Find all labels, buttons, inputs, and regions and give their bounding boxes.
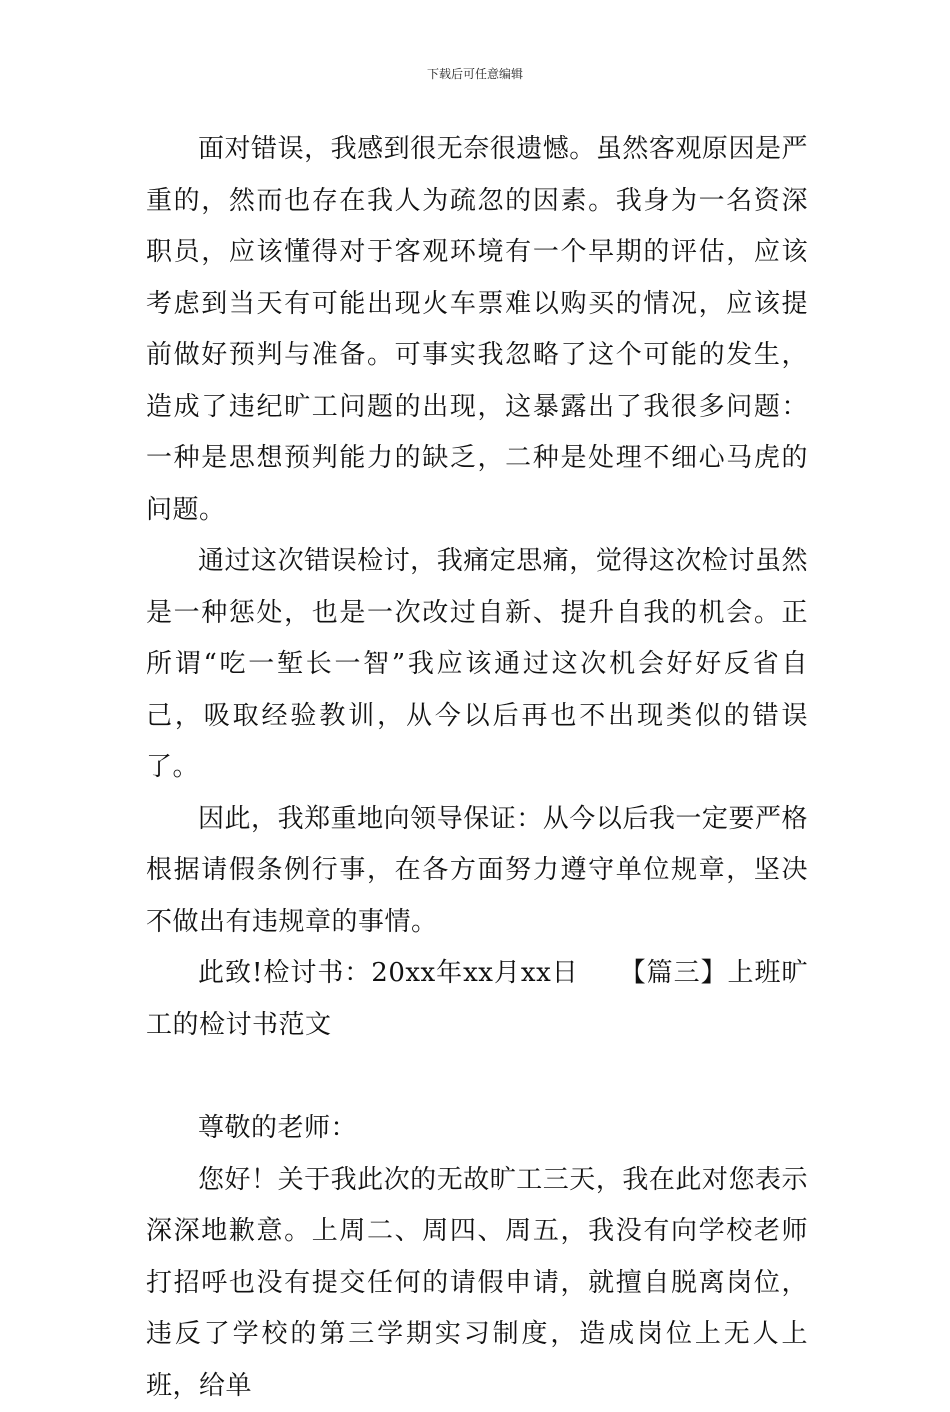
header-note: 下载后可任意编辑	[0, 66, 950, 82]
paragraph-closing-and-section-title: 此致!检讨书：20xx年xx月xx日 【篇三】上班旷工的检讨书范文	[146, 948, 808, 1051]
paragraph-lesson: 通过这次错误检讨，我痛定思痛，觉得这次检讨虽然是一种惩处，也是一次改过自新、提升自我的机会。正所谓“吃一堑长一智”我应该通过这次机会好好反省自己，吸取经验教训，从今以后再也不出现类似的错误了。	[146, 536, 808, 794]
salutation: 尊敬的老师：	[146, 1103, 808, 1155]
paragraph-guarantee: 因此，我郑重地向领导保证：从今以后我一定要严格根据请假条例行事，在各方面努力遵守单位规章，坚决不做出有违规章的事情。	[146, 794, 808, 949]
paragraph-reflection: 面对错误，我感到很无奈很遗憾。虽然客观原因是严重的，然而也存在我人为疏忽的因素。我身为一名资深职员，应该懂得对于客观环境有一个早期的评估，应该考虑到当天有可能出现火车票难以购买的情况，应该提前做好预判与准备。可事实我忽略了这个可能的发生，造成了违纪旷工问题的出现，这暴露出了我很多问题：一种是思想预判能力的缺乏，二种是处理不细心马虎的问题。	[146, 124, 808, 536]
blank-line	[146, 1051, 808, 1103]
document-body	[146, 124, 808, 1412]
paragraph-apology: 您好！关于我此次的无故旷工三天，我在此对您表示深深地歉意。上周二、周四、周五，我没有向学校老师打招呼也没有提交任何的请假申请，就擅自脱离岗位，违反了学校的第三学期实习制度，造成岗位上无人上班，给单	[146, 1155, 808, 1412]
